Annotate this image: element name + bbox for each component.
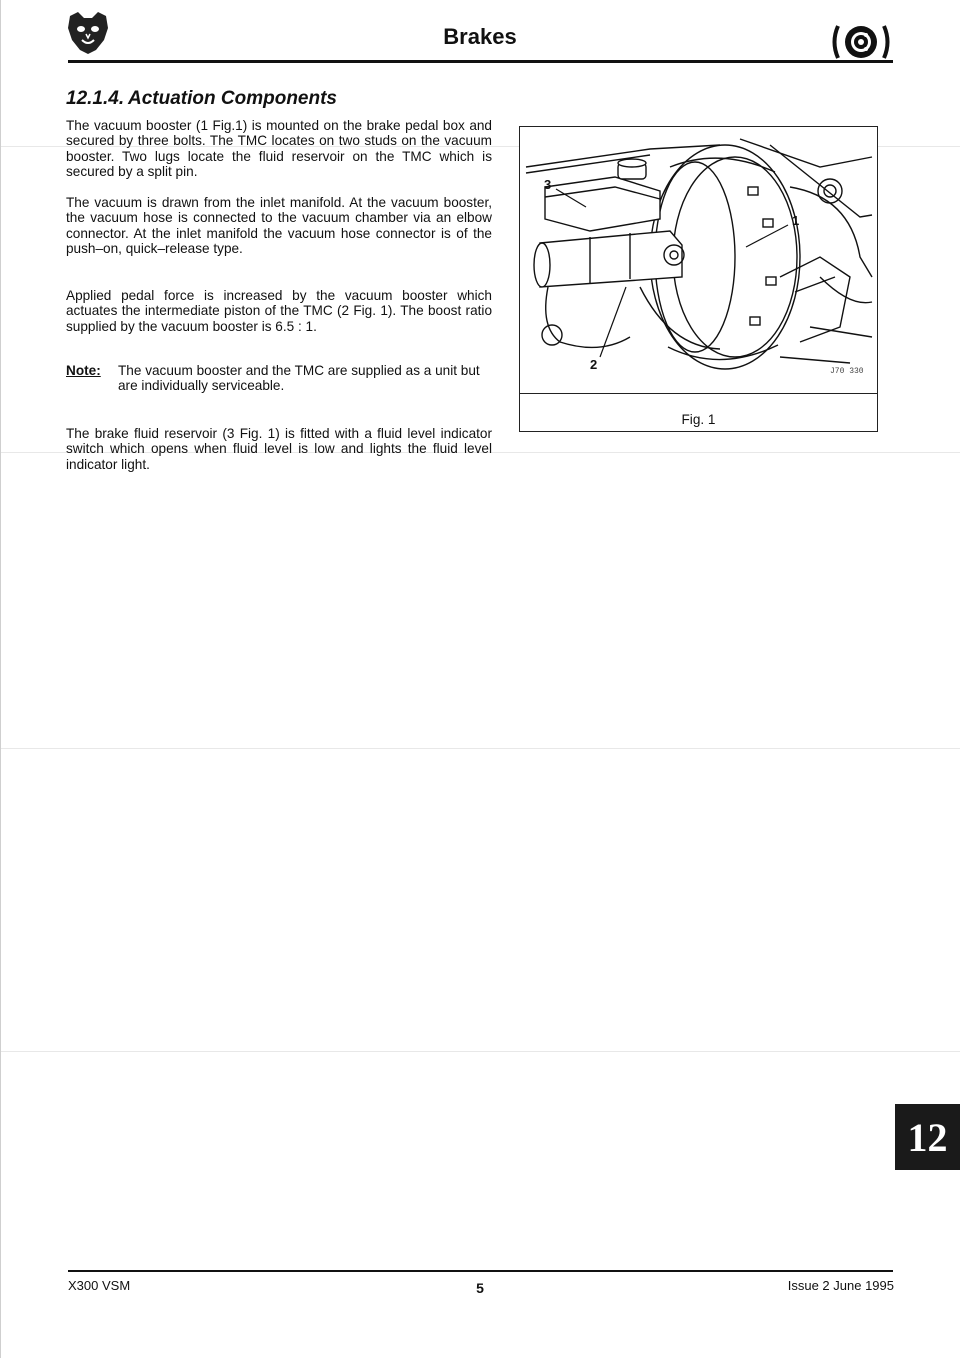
scan-line	[0, 748, 960, 749]
section-tab: 12	[895, 1104, 960, 1170]
section-number: 12.1.4.	[66, 88, 125, 109]
footer-rule	[68, 1270, 893, 1272]
callout-1: 1	[792, 213, 800, 228]
page-number: 5	[476, 1280, 484, 1296]
paragraph-vacuum-source: The vacuum is drawn from the inlet manifold. At the vacuum booster, the vacuum hose is connected to the vacuum chamber via an elbow connector. At the inlet manifold the vacuum hose connector is of the push–on, quick–release type.	[66, 195, 492, 257]
paragraph-fluid-reservoir: The brake fluid reservoir (3 Fig. 1) is fitted with a fluid level indicator switch which opens when fluid level is low and lights the fluid level indicator light.	[66, 426, 492, 472]
callout-2: 2	[590, 357, 598, 372]
brake-disc-icon	[830, 24, 892, 65]
figure-caption: Fig. 1	[681, 412, 716, 427]
footer-issue-date: Issue 2 June 1995	[787, 1278, 894, 1293]
note-label: Note:	[66, 363, 101, 378]
scan-edge	[0, 0, 1, 1358]
figure-frame	[519, 126, 878, 432]
section-title: Actuation Components	[128, 88, 337, 109]
scan-line	[0, 1051, 960, 1052]
section-heading	[66, 88, 337, 110]
booster-illustration	[520, 127, 877, 411]
page-title: Brakes	[443, 24, 517, 49]
callout-3: 3	[544, 177, 552, 192]
header-rule	[68, 60, 893, 63]
footer-manual-code: X300 VSM	[68, 1278, 131, 1293]
note-text: The vacuum booster and the TMC are supplied as a unit but are individually serviceable.	[118, 363, 480, 394]
note-block	[66, 363, 492, 394]
caption-rule	[520, 393, 877, 394]
figure-ref-code: J70 330	[830, 367, 864, 376]
paragraph-boost-ratio: Applied pedal force is increased by the vacuum booster which actuates the intermediate piston of the TMC (2 Fig. 1). The boost ratio supplied by the vacuum booster is 6.5 : 1.	[66, 288, 492, 334]
paragraph-vacuum-booster: The vacuum booster (1 Fig.1) is mounted on the brake pedal box and secured by three bolts. The TMC locates on two studs on the vacuum booster. Two lugs locate the fluid reservoir on the TMC which is secured by a split pin.	[66, 118, 492, 180]
